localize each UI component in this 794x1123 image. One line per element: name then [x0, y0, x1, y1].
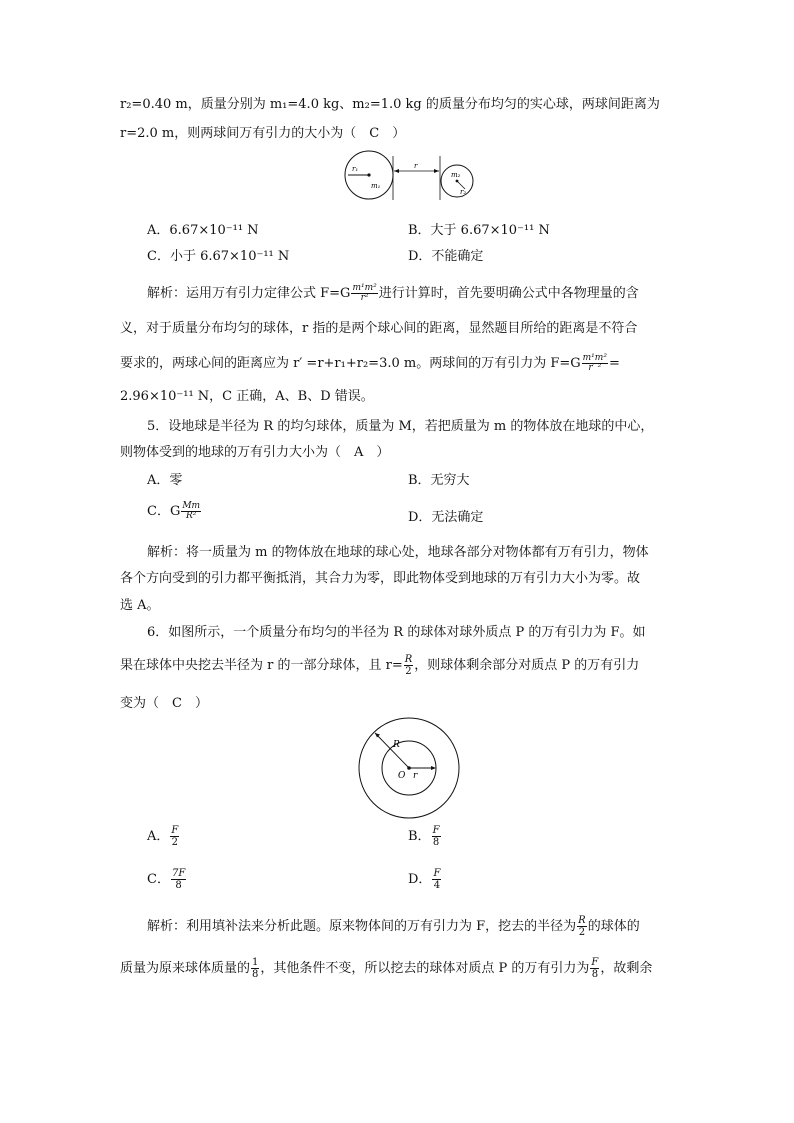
q4-analysis-line1	[147, 284, 639, 303]
label-m2: m₂	[451, 171, 461, 179]
q4-two-spheres-figure	[340, 150, 480, 206]
q5-analysis-line2: 各个方向受到的引力都平衡抵消，其合力为零，即此物体受到地球的万有引力大小为零。故	[120, 571, 641, 586]
q6-stem-fraction: $\frac{R}{2}$	[404, 654, 413, 677]
q6-option-a-fraction: $\frac{F}{2}$	[171, 825, 179, 848]
q6-analysis-fraction1: $\frac{R}{2}$	[578, 915, 586, 938]
label-m1: m₁	[371, 182, 381, 190]
label-r: r	[414, 162, 418, 170]
q4-option-a[interactable]: A．6.67×10⁻¹¹ N	[147, 223, 259, 238]
q4-analysis-formula: $\frac{\text{m¹m²}}{\text{r²}}$	[352, 283, 377, 303]
q6-option-c-prefix: C．	[147, 872, 170, 887]
q4-stem-line1: r₂=0.40 m，质量分别为 m₁=4.0 kg、m₂=1.0 kg 的质量分布均匀的实心球，两球间距离为	[120, 97, 660, 112]
q4-analysis-l1-post: 进行计算时，首先要明确公式中各物理量的含	[378, 286, 639, 301]
q5-option-d[interactable]: D．无法确定	[408, 510, 484, 525]
q5-stem-line1: 5．设地球是半径为 R 的均匀球体，质量为 M，若把质量为 m 的物体放在地球的中心，	[147, 419, 654, 434]
q6-analysis-line2	[120, 957, 652, 980]
q6-analysis-line1	[147, 915, 640, 938]
q4-analysis-l1-pre: 解析：运用万有引力定律公式 F=G	[147, 286, 351, 301]
q4-analysis-formula2: $\frac{\text{m¹m²}}{\text{r′ ²}}$	[582, 353, 607, 373]
q4-option-b[interactable]: B．大于 6.67×10⁻¹¹ N	[408, 223, 550, 238]
label-r: r	[413, 771, 418, 781]
q5-analysis-line1: 解析：将一质量为 m 的物体放在地球的球心处，地球各部分对物体都有万有引力，物体	[147, 545, 649, 560]
q5-stem-line2: 则物体受到的地球的万有引力大小为（ A ）	[120, 445, 390, 460]
q4-analysis-l3-post: =	[608, 356, 620, 371]
q6-stem-line3: 变为（ C ）	[120, 696, 208, 711]
q4-analysis-line3	[120, 354, 620, 373]
q6-option-d-prefix: D．	[408, 872, 432, 887]
q6-stem-line2	[120, 654, 639, 677]
q4-option-c[interactable]: C．小于 6.67×10⁻¹¹ N	[147, 249, 290, 264]
label-r2: r₂	[460, 188, 467, 196]
q4-analysis-line2: 义，对于质量分布均匀的球体，r 指的是两个球心间的距离，显然题目所给的距离是不符合	[120, 321, 638, 336]
q6-analysis-l2-pre: 质量为原来球体质量的	[120, 961, 251, 976]
label-r1: r₁	[352, 165, 359, 173]
label-O: O	[398, 771, 406, 781]
q6-stem-l2-pre: 果在球体中央挖去半径为 r 的一部分球体，且 r=	[120, 658, 403, 673]
q6-analysis-l2-mid: ，其他条件不变，所以挖去的球体对质点 P 的万有引力为	[260, 961, 590, 976]
q6-analysis-l1-post: 的球体的	[587, 919, 640, 934]
q6-option-c-fraction: $\frac{7F}{8}$	[171, 868, 186, 891]
q6-analysis-fraction3: $\frac{F}{8}$	[591, 957, 599, 980]
q5-option-c[interactable]	[147, 502, 202, 521]
q5-analysis-line3: 选 A。	[120, 598, 160, 613]
q6-stem-l2-post: ，则球体剩余部分对质点 P 的万有引力	[414, 658, 640, 673]
q6-option-b-fraction: $\frac{F}{8}$	[432, 825, 440, 848]
q4-stem-line2: r=2.0 m，则两球间万有引力的大小为（ C ）	[120, 126, 406, 141]
q6-hollow-sphere-figure	[340, 716, 480, 826]
q5-option-a[interactable]: A．零	[147, 473, 183, 488]
q6-analysis-fraction2: $\frac{1}{8}$	[252, 957, 259, 980]
q6-analysis-l2-post: ，故剩余	[600, 961, 653, 976]
q5-option-c-prefix: C．G	[147, 504, 181, 519]
q6-option-b[interactable]	[408, 825, 442, 848]
q6-stem-line1: 6．如图所示，一个质量分布均匀的半径为 R 的球体对球外质点 P 的万有引力为 F。如	[147, 625, 646, 640]
q5-option-b[interactable]: B．无穷大	[408, 473, 470, 488]
q4-analysis-line4: 2.96×10⁻¹¹ N，C 正确，A、B、D 错误。	[120, 389, 374, 404]
q5-option-c-fraction: $\frac{Mm}{\text{R²}}$	[182, 501, 201, 521]
q6-option-a-prefix: A．	[147, 829, 170, 844]
q4-analysis-l3-pre: 要求的，两球心间的距离应为 r′ =r+r₁+r₂=3.0 m。两球间的万有引力为 F=G	[120, 356, 581, 371]
q4-option-d[interactable]: D．不能确定	[408, 249, 484, 264]
q6-option-d[interactable]	[408, 868, 442, 891]
q6-option-a[interactable]	[147, 825, 180, 848]
q6-option-b-prefix: B．	[408, 829, 431, 844]
q6-analysis-l1-pre: 解析：利用填补法来分析此题。原来物体间的万有引力为 F，挖去的半径为	[147, 919, 577, 934]
label-R: R	[393, 740, 400, 750]
q6-option-c[interactable]	[147, 868, 187, 891]
q6-option-d-fraction: $\frac{F}{4}$	[433, 868, 441, 891]
